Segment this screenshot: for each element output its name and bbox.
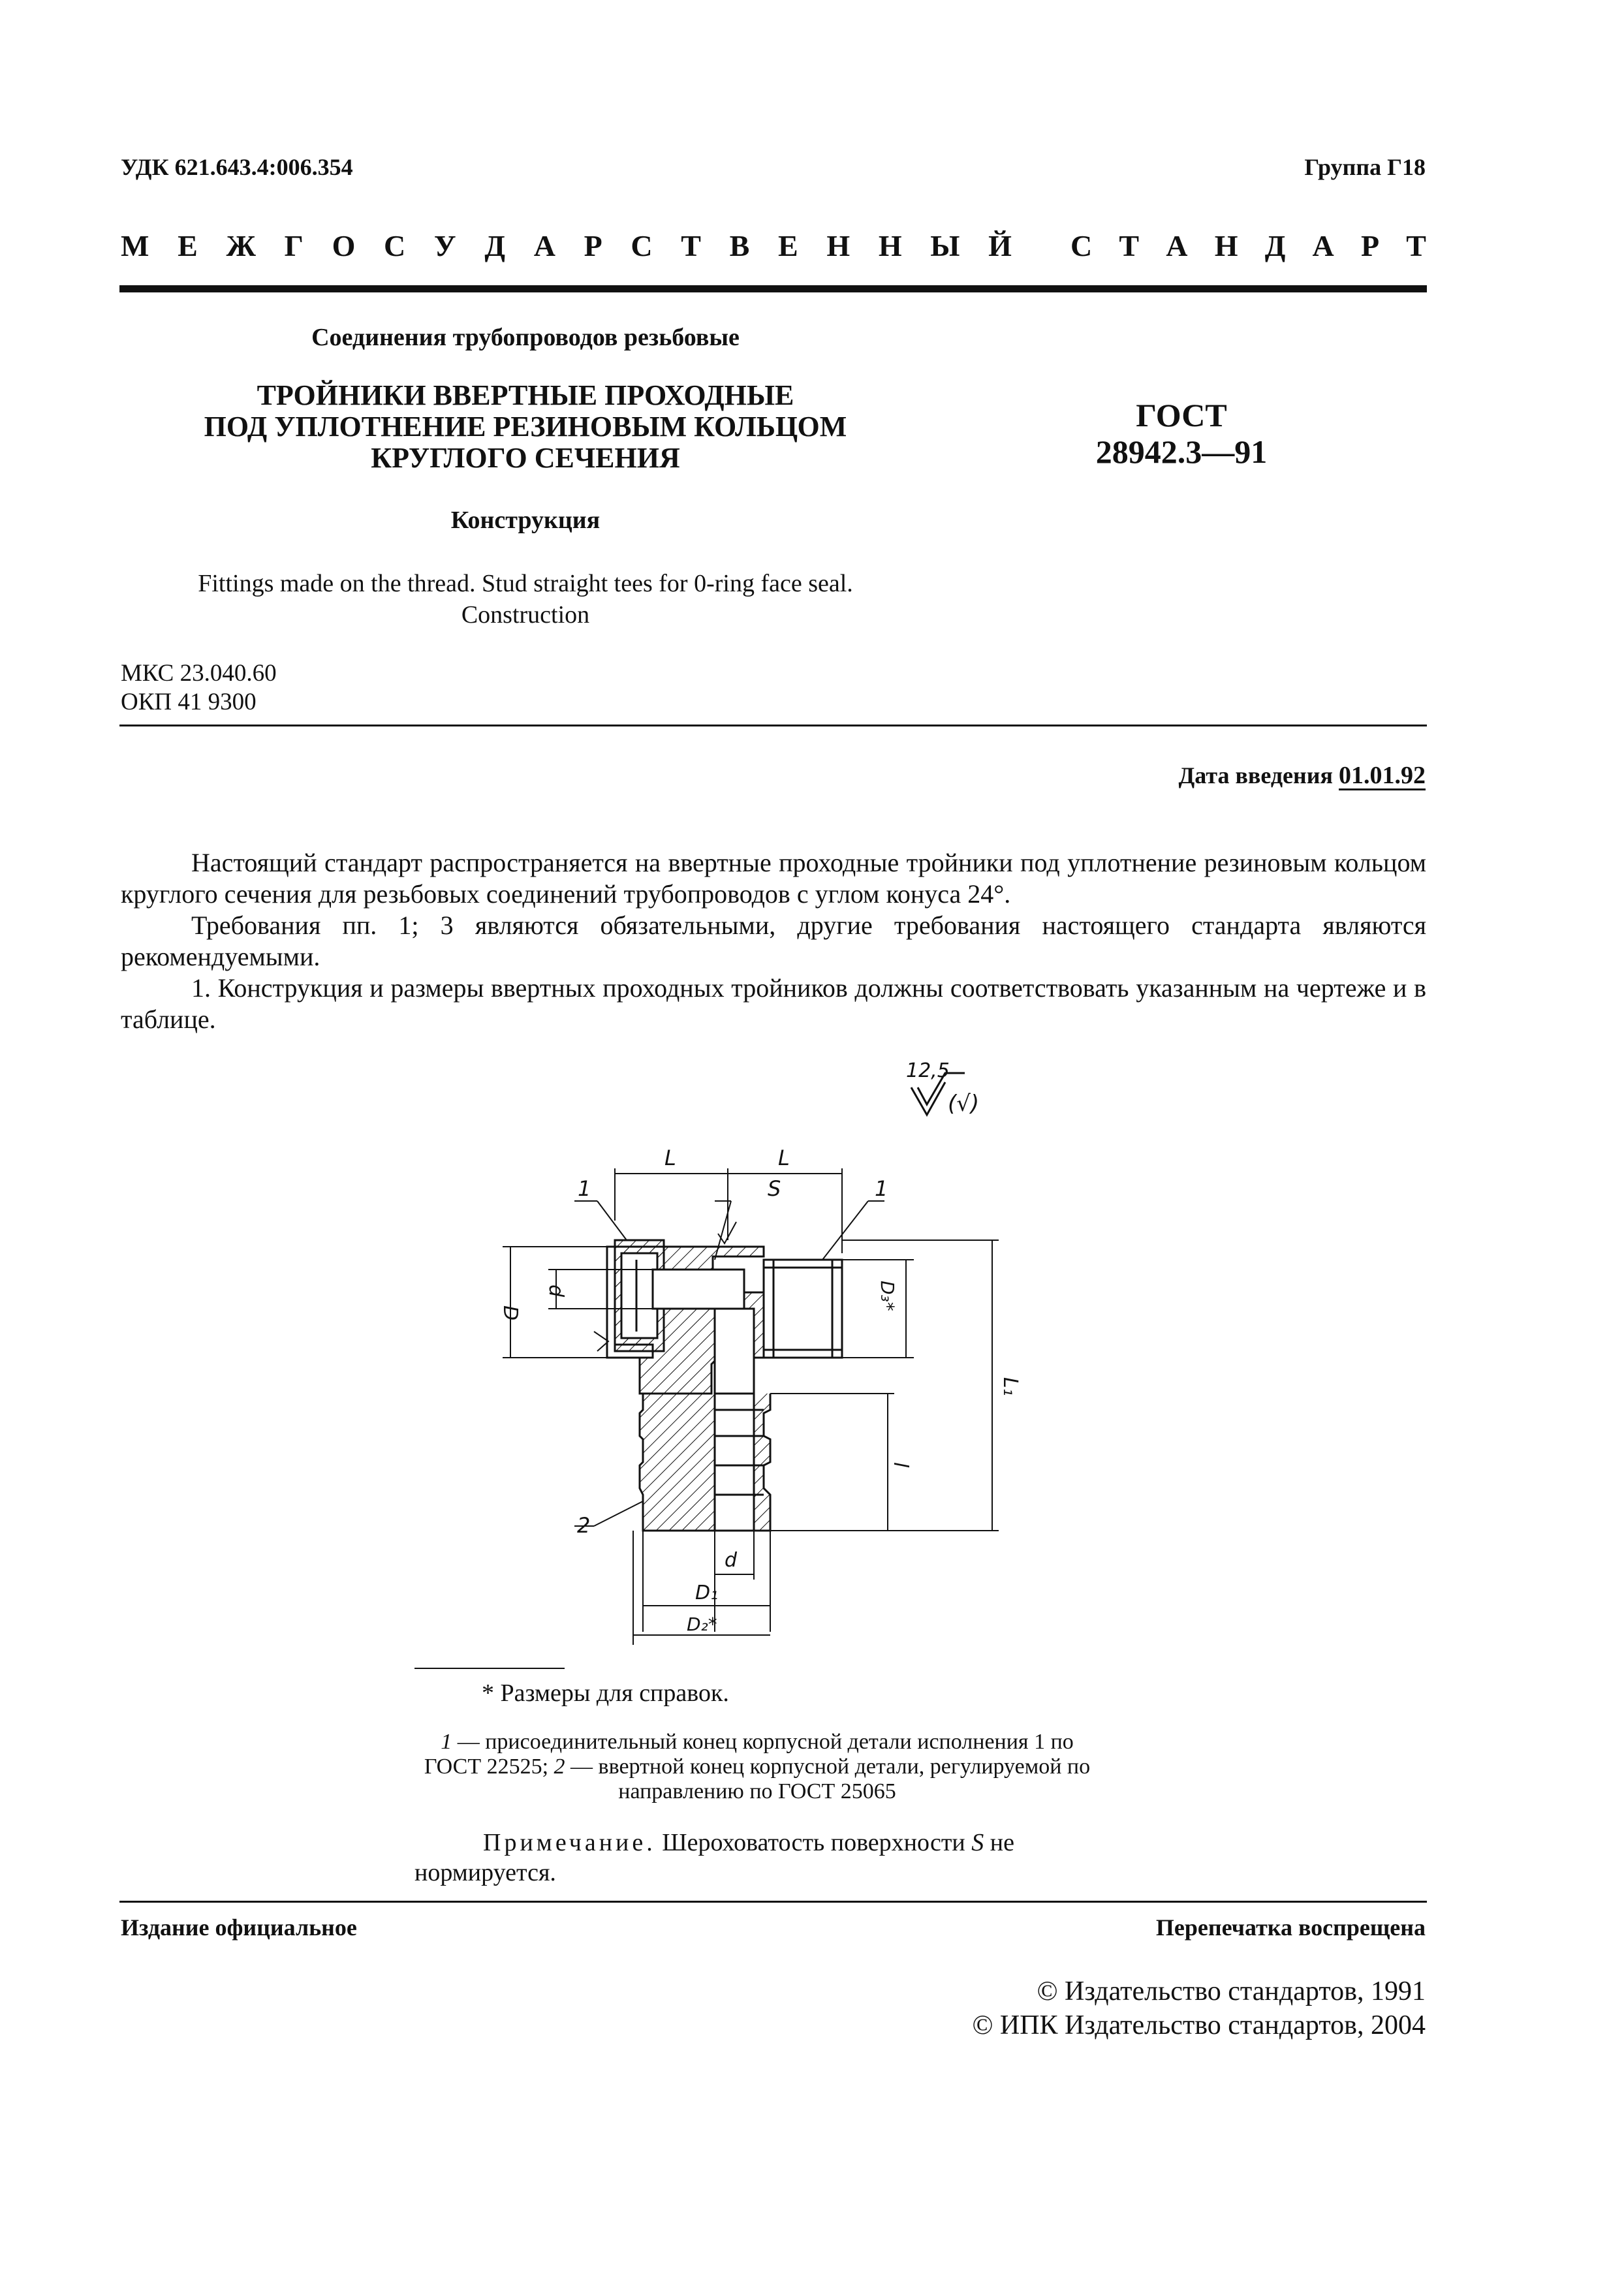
heading-letter: С — [1070, 229, 1093, 262]
classification-codes — [121, 659, 277, 717]
heading-letter: Ы — [930, 229, 960, 262]
heading-letter: Г — [284, 229, 304, 262]
callout-2: 2 — [577, 1513, 591, 1538]
codes-rule — [119, 725, 1427, 726]
remark-text-b: не нормируется. — [414, 1829, 1014, 1886]
roughness-symbol — [906, 1059, 979, 1117]
interstate-word — [121, 228, 1012, 263]
subtitle: Конструкция — [450, 507, 601, 534]
paragraph-scope: Настоящий стандарт распространяется на ввертные проходные тройники под уплотнение резиновым кольцом круглого сечения для резьбовых соединений трубопроводов с углом конуса 24°. — [121, 848, 1426, 909]
roughness-value: 12,5 — [906, 1059, 950, 1082]
heading-letter: А — [1166, 229, 1188, 262]
heading-letter: С — [631, 229, 653, 262]
heading-letter: Н — [878, 229, 902, 262]
okp-code: ОКП 41 9300 — [121, 689, 257, 715]
heading-letter: А — [533, 229, 555, 262]
heading-letter: О — [332, 229, 356, 262]
paragraph-requirements: Требования пп. 1; 3 являются обязательными, другие требования настоящего стандарта являются рекомендуемыми. — [121, 911, 1426, 971]
footnote: * Размеры для справок. — [482, 1679, 729, 1707]
heading-letter: М — [121, 229, 149, 262]
copyright-2004: © ИПК Издательство стандартов, 2004 — [972, 2010, 1426, 2040]
callout-1-right: 1 — [875, 1176, 888, 1201]
heading-letter: Ж — [226, 229, 256, 262]
udk-code: УДК 621.643.4:006.354 — [121, 154, 353, 180]
tee-fitting-drawing — [457, 1044, 1044, 1697]
dim-D3: D₃* — [877, 1281, 898, 1311]
remark — [414, 1828, 1106, 1888]
heading-letter: Т — [1406, 229, 1426, 262]
legend-text-2: — ввертной конец корпусной детали, регулируемой по направлению по ГОСТ 25065 — [565, 1755, 1091, 1803]
introduction-date — [1179, 761, 1426, 790]
footnote-rule — [414, 1668, 565, 1669]
heading-letter: Д — [484, 229, 506, 262]
heading-letter: В — [729, 229, 750, 262]
official-edition: Издание официальное — [121, 1914, 357, 1941]
heading-letter: Р — [1360, 229, 1380, 262]
heading-letter: У — [433, 229, 456, 262]
series-title: Соединения трубопроводов резьбовые — [311, 324, 740, 351]
callout-1-left: 1 — [578, 1176, 591, 1201]
heading-letter: Е — [778, 229, 798, 262]
reprint-prohibited: Перепечатка воспрещена — [1155, 1914, 1426, 1941]
english-title — [121, 568, 930, 631]
heading-letter: Н — [826, 229, 851, 262]
introduction-date-value: 01.01.92 — [1339, 762, 1426, 789]
body-text — [121, 847, 1426, 1035]
heading-letter: А — [1312, 229, 1334, 262]
heading-letter: С — [384, 229, 406, 262]
main-title — [121, 380, 930, 474]
right-threaded-end — [764, 1260, 842, 1358]
dim-D: D — [499, 1305, 522, 1321]
gost-label: ГОСТ — [1136, 397, 1227, 433]
remark-label: Примечание. — [483, 1829, 656, 1856]
legend-num-1: 1 — [441, 1730, 452, 1754]
figure-legend — [414, 1730, 1100, 1804]
dim-d-left: d — [544, 1285, 567, 1298]
english-title-line-2: Construction — [461, 601, 590, 629]
dim-d-bottom: d — [725, 1549, 738, 1572]
remark-text-a: Шероховатость поверхности — [655, 1829, 972, 1856]
heading-letter: Т — [681, 229, 701, 262]
paragraph-construction: 1. Конструкция и размеры ввертных проходных тройников должны соответствовать указанным на чертеже и в таблице. — [121, 973, 1426, 1034]
legend-num-2: 2 — [554, 1755, 565, 1779]
label-S: S — [768, 1176, 781, 1201]
heading-letter: Д — [1264, 229, 1286, 262]
copyright-1991: © Издательство стандартов, 1991 — [1037, 1976, 1426, 2006]
dim-l: l — [889, 1462, 912, 1468]
interstate-standard-heading — [121, 228, 1426, 263]
remark-S: S — [971, 1829, 984, 1856]
heading-letter: Е — [178, 229, 198, 262]
main-title-line-3: КРУГЛОГО СЕЧЕНИЯ — [371, 442, 680, 474]
dim-D1: D₁ — [695, 1582, 719, 1604]
header-thick-rule — [119, 285, 1427, 292]
english-title-line-1: Fittings made on the thread. Stud straight tees for 0-ring face seal. — [198, 570, 853, 597]
heading-letter: Т — [1119, 229, 1140, 262]
dim-L-right: L — [778, 1146, 790, 1170]
main-title-line-2: ПОД УПЛОТНЕНИЕ РЕЗИНОВЫМ КОЛЬЦОМ — [204, 411, 847, 443]
gost-designation — [1057, 397, 1305, 470]
dim-L-left: L — [664, 1146, 676, 1170]
roughness-paren: (√) — [948, 1091, 980, 1117]
standard-word — [1070, 228, 1426, 263]
copyright-block — [972, 1974, 1426, 2042]
legend-text-1: — присоединительный конец корпусной детали исполнения 1 по ГОСТ 22525; — [424, 1730, 1074, 1779]
dim-L1: L₁ — [999, 1377, 1022, 1396]
dim-D2: D₂* — [687, 1614, 717, 1635]
heading-letter: Й — [988, 229, 1012, 262]
main-title-line-1: ТРОЙНИКИ ВВЕРТНЫЕ ПРОХОДНЫЕ — [257, 379, 794, 411]
mks-code: МКС 23.040.60 — [121, 660, 277, 687]
footer-rule — [119, 1901, 1427, 1903]
gost-number: 28942.3—91 — [1095, 433, 1268, 470]
group-code: Группа Г18 — [1304, 154, 1426, 180]
left-bore — [653, 1270, 744, 1309]
introduction-date-label: Дата введения — [1178, 762, 1333, 788]
vertical-bore — [715, 1309, 754, 1394]
heading-letter: Р — [584, 229, 602, 262]
heading-letter: Н — [1214, 229, 1238, 262]
